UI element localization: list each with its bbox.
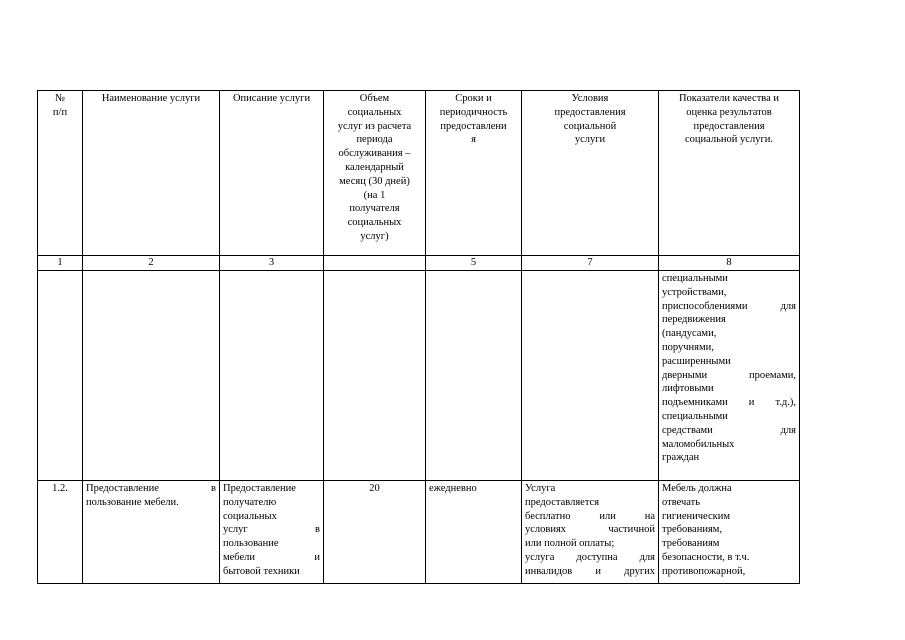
service-volume: 20 bbox=[324, 481, 426, 584]
header-volume-line: социальных bbox=[347, 106, 402, 118]
column-number: 2 bbox=[83, 256, 220, 271]
description-line: получателю bbox=[223, 496, 277, 508]
header-service-name bbox=[83, 91, 220, 256]
header-volume-line: получателя bbox=[349, 203, 400, 215]
empty-cell bbox=[83, 271, 220, 481]
header-conditions-line: социальной bbox=[563, 120, 617, 132]
conditions-line: или полной оплаты; bbox=[525, 538, 615, 550]
header-conditions-line: услуги bbox=[574, 134, 606, 146]
header-conditions-line: предоставления bbox=[554, 106, 626, 118]
header-conditions bbox=[522, 91, 659, 256]
quality-line: поручнями, bbox=[662, 341, 714, 353]
header-service-description bbox=[220, 91, 324, 256]
header-volume-line: периода bbox=[356, 134, 393, 146]
description-line: услуг в bbox=[223, 524, 320, 536]
quality-line: противопожарной, bbox=[662, 565, 746, 577]
column-number: 8 bbox=[659, 256, 800, 271]
row-number: 1.2. bbox=[38, 481, 83, 584]
header-volume-line: Объем bbox=[359, 93, 390, 104]
description-line: мебели и bbox=[223, 551, 320, 563]
header-frequency bbox=[426, 91, 522, 256]
quality-line: Мебель должна bbox=[662, 483, 732, 494]
table-row bbox=[38, 481, 800, 584]
quality-line: лифтовыми bbox=[662, 383, 714, 395]
services-table bbox=[37, 90, 800, 584]
column-number: 5 bbox=[426, 256, 522, 271]
quality-line: дверными проемами, bbox=[662, 369, 796, 381]
conditions-line: предоставляется bbox=[525, 496, 600, 508]
header-quality-line: Показатели качества и bbox=[678, 93, 780, 104]
header-service-description-text: Описание услуги bbox=[232, 93, 311, 104]
header-volume-line: календарный bbox=[345, 161, 404, 173]
empty-cell bbox=[522, 271, 659, 481]
description-line: социальных bbox=[223, 510, 277, 522]
column-number bbox=[324, 256, 426, 271]
service-name-line: пользование мебели. bbox=[86, 496, 179, 508]
header-frequency-line: предоставлени bbox=[440, 120, 507, 132]
quality-line: специальными bbox=[662, 410, 728, 422]
continuation-quality bbox=[659, 271, 800, 481]
empty-cell bbox=[426, 271, 522, 481]
header-volume-line: обслуживания – bbox=[338, 148, 411, 160]
conditions-line: инвалидов и других bbox=[525, 565, 655, 577]
header-frequency-line: периодичность bbox=[439, 106, 508, 118]
quality-line: передвижения bbox=[662, 314, 726, 326]
quality-line: расширенными bbox=[662, 355, 731, 367]
conditions-line: услуга доступна для bbox=[525, 551, 655, 563]
header-volume-line: (на 1 bbox=[363, 189, 386, 201]
column-number: 1 bbox=[38, 256, 83, 271]
header-frequency-line: Сроки и bbox=[455, 93, 492, 104]
service-description bbox=[220, 481, 324, 584]
header-number bbox=[38, 91, 83, 256]
header-row bbox=[38, 91, 800, 256]
header-number-line: п/п bbox=[52, 106, 68, 118]
quality-line: (пандусами, bbox=[662, 328, 717, 340]
quality-line: специальными bbox=[662, 273, 728, 284]
service-quality bbox=[659, 481, 800, 584]
quality-line: подъемниками и т.д.), bbox=[662, 397, 796, 409]
quality-line: устройствами, bbox=[662, 286, 727, 298]
quality-line: гигиеническим bbox=[662, 510, 730, 522]
description-line: Предоставление bbox=[223, 483, 296, 494]
conditions-line: условиях частичной bbox=[525, 524, 655, 536]
column-number: 3 bbox=[220, 256, 324, 271]
quality-line: безопасности, в т.ч. bbox=[662, 551, 750, 563]
service-name-line: Предоставление в bbox=[86, 483, 216, 494]
header-conditions-line: Условия bbox=[571, 93, 609, 104]
header-frequency-line: я bbox=[471, 134, 476, 146]
column-number: 7 bbox=[522, 256, 659, 271]
empty-cell bbox=[38, 271, 83, 481]
quality-line: граждан bbox=[662, 452, 700, 464]
header-quality-line: оценка результатов bbox=[686, 106, 772, 118]
empty-cell bbox=[324, 271, 426, 481]
description-line: бытовой техники bbox=[223, 565, 300, 577]
header-service-name-text: Наименование услуги bbox=[101, 93, 201, 104]
service-frequency: ежедневно bbox=[426, 481, 522, 584]
continuation-row bbox=[38, 271, 800, 481]
service-conditions bbox=[522, 481, 659, 584]
header-volume-line: услуг) bbox=[360, 230, 389, 242]
quality-line: средствами для bbox=[662, 424, 796, 436]
header-number-line: № bbox=[54, 93, 66, 104]
quality-line: отвечать bbox=[662, 496, 701, 508]
header-volume bbox=[324, 91, 426, 256]
header-quality-line: предоставления bbox=[693, 120, 765, 132]
quality-line: требованиям bbox=[662, 538, 720, 550]
header-quality-line: социальной услуги. bbox=[685, 134, 773, 146]
empty-cell bbox=[220, 271, 324, 481]
conditions-line: Услуга bbox=[525, 483, 556, 494]
quality-line: приспособлениями для bbox=[662, 300, 796, 312]
quality-line: требованиям, bbox=[662, 524, 723, 536]
header-volume-line: социальных bbox=[347, 217, 402, 229]
description-line: пользование bbox=[223, 538, 279, 550]
header-quality bbox=[659, 91, 800, 256]
column-numbers-row bbox=[38, 256, 800, 271]
quality-line: маломобильных bbox=[662, 438, 735, 450]
header-volume-line: месяц (30 дней) bbox=[339, 175, 410, 187]
service-name bbox=[83, 481, 220, 584]
conditions-line: бесплатно или на bbox=[525, 510, 655, 522]
header-volume-line: услуг из расчета bbox=[337, 120, 412, 132]
